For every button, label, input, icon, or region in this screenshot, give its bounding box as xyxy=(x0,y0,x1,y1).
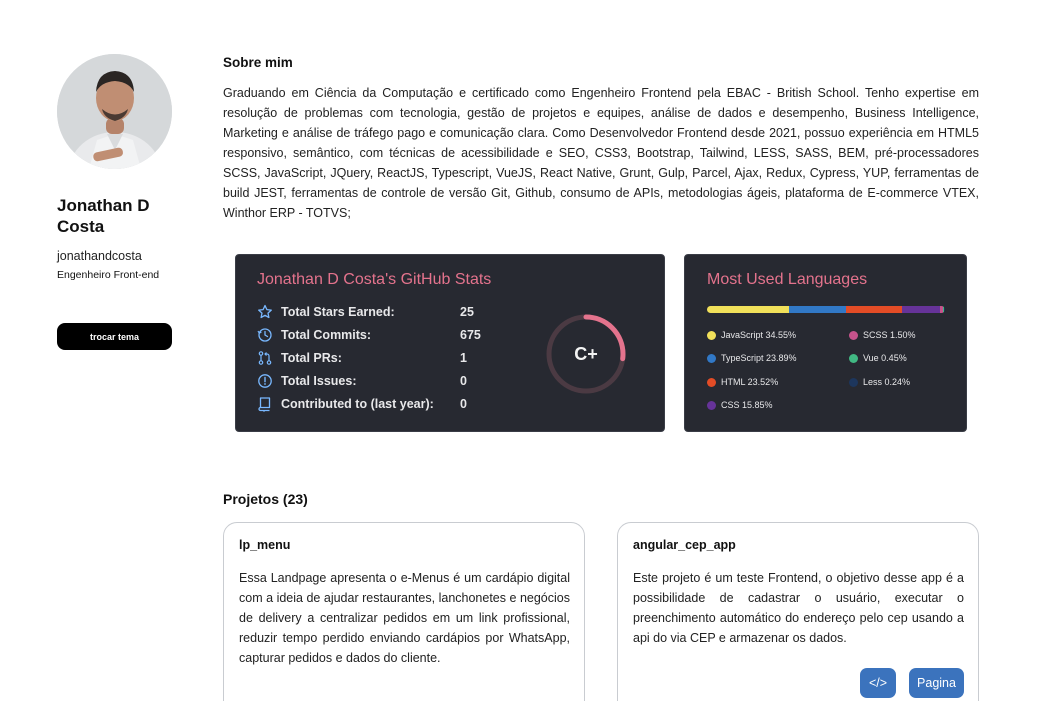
language-label: JavaScript 34.55% xyxy=(721,330,797,340)
pull-request-icon xyxy=(257,350,273,366)
avatar xyxy=(57,54,172,169)
github-stats-title: Jonathan D Costa's GitHub Stats xyxy=(257,271,492,288)
language-dot xyxy=(707,354,716,363)
view-code-button[interactable]: </> xyxy=(860,668,896,698)
language-item-javascript xyxy=(707,330,796,340)
language-bar-segment-javascript xyxy=(707,306,789,313)
project-description: Este projeto é um teste Frontend, o objetivo desse app é a possibilidade de cadastrar o usuário, executar o preenchimento automático do endereço pelo cep usando a api do via CEP e armazenar os dados. xyxy=(633,571,964,645)
view-page-button[interactable]: Pagina xyxy=(909,668,964,698)
toggle-theme-button[interactable]: trocar tema xyxy=(57,323,172,350)
stat-value: 0 xyxy=(460,397,467,411)
about-title: Sobre mim xyxy=(223,55,293,70)
project-name: lp_menu xyxy=(239,538,291,552)
language-item-css xyxy=(707,400,773,410)
language-bar-segment-html xyxy=(846,306,902,313)
language-label: Less 0.24% xyxy=(863,377,911,387)
language-dot xyxy=(849,354,858,363)
repo-icon xyxy=(257,396,273,412)
language-label: SCSS 1.50% xyxy=(863,330,916,340)
stat-label: Contributed to (last year): xyxy=(281,397,434,411)
stat-value: 25 xyxy=(460,305,474,319)
profile-role: Engenheiro Front-end xyxy=(57,269,160,281)
projects-title: Projetos (23) xyxy=(223,491,308,507)
stat-row-contributed xyxy=(257,394,467,414)
stat-label: Total Stars Earned: xyxy=(281,305,395,319)
grade-label: C+ xyxy=(574,343,598,364)
language-bar-segment-css xyxy=(902,306,940,313)
language-item-typescript xyxy=(707,353,797,363)
languages-title: Most Used Languages xyxy=(707,271,868,288)
history-icon xyxy=(257,327,273,343)
project-name: angular_cep_app xyxy=(633,538,736,552)
languages-progress-bar xyxy=(707,306,945,313)
language-label: Vue 0.45% xyxy=(863,353,907,363)
language-label: CSS 15.85% xyxy=(721,400,773,410)
languages-card xyxy=(684,254,967,432)
project-description: Essa Landpage apresenta o e-Menus é um cardápio digital com a ideia de ajudar restaurantes, lanchonetes e negócios de delivery a centralizar pedidos em um link profissional, reduzir tempo perdido enviando cardápios por WhatsApp, capturar pedidos e dados do cliente. xyxy=(239,571,570,665)
stat-row-stars xyxy=(257,302,474,322)
star-icon xyxy=(257,304,273,320)
profile-name: Jonathan D Costa xyxy=(57,196,150,236)
language-bar-segment-typescript xyxy=(789,306,846,313)
language-dot xyxy=(707,378,716,387)
language-item-vue xyxy=(849,353,907,363)
language-dot xyxy=(707,331,716,340)
language-item-less xyxy=(849,377,910,387)
stat-row-issues xyxy=(257,371,467,391)
stat-label: Total Commits: xyxy=(281,328,372,342)
stat-value: 1 xyxy=(460,351,467,365)
language-item-scss xyxy=(849,330,916,340)
project-card-lp-menu xyxy=(223,522,585,701)
about-text: Graduando em Ciência da Computação e certificado como Engenheiro Frontend pela EBAC - British School. Tenho expertise em resolução de problemas com tecnologia, gestão de projetos e equipes, análise de dados e desempenho, Business Intelligence, Marketing e análise de tráfego pago e comunicação clara. Como Desenvolvedor Frontend desde 2021, possuo experiência em HTML5 responsivo, semântico, com técnicas de acessibilidade e SEO, CSS3, Bootstrap, Tailwind, LESS, SASS, BEM, pré-processadores SCSS, JavaScript, JQuery, ReactJS, Typescript, VueJS, React Native, Grunt, Gulp, Parcel, Ajax, Redux, Cypress, YUP, ferramentas de build JEST, ferramentas de controle de versão Git, Github, consumo de APIs, metodologias ágeis, plataforma de E-commerce VTEX, Winthor ERP - TOTVS; xyxy=(223,86,979,220)
profile-username: jonathandcosta xyxy=(57,249,142,263)
stat-label: Total Issues: xyxy=(281,374,357,388)
github-stats-card xyxy=(235,254,665,432)
language-dot xyxy=(849,378,858,387)
language-label: TypeScript 23.89% xyxy=(721,353,797,363)
language-dot xyxy=(707,401,716,410)
language-item-html xyxy=(707,377,778,387)
about-section xyxy=(223,55,979,223)
stat-row-prs xyxy=(257,348,467,368)
language-bar-segment-less xyxy=(944,306,945,313)
stat-value: 0 xyxy=(460,374,467,388)
stat-row-commits xyxy=(257,325,481,345)
stat-label: Total PRs: xyxy=(281,351,342,365)
stat-value: 675 xyxy=(460,328,481,342)
profile-sidebar xyxy=(57,54,173,350)
language-dot xyxy=(849,331,858,340)
language-label: HTML 23.52% xyxy=(721,377,779,387)
issue-icon xyxy=(257,373,273,389)
project-card-angular-cep-app xyxy=(617,522,979,701)
